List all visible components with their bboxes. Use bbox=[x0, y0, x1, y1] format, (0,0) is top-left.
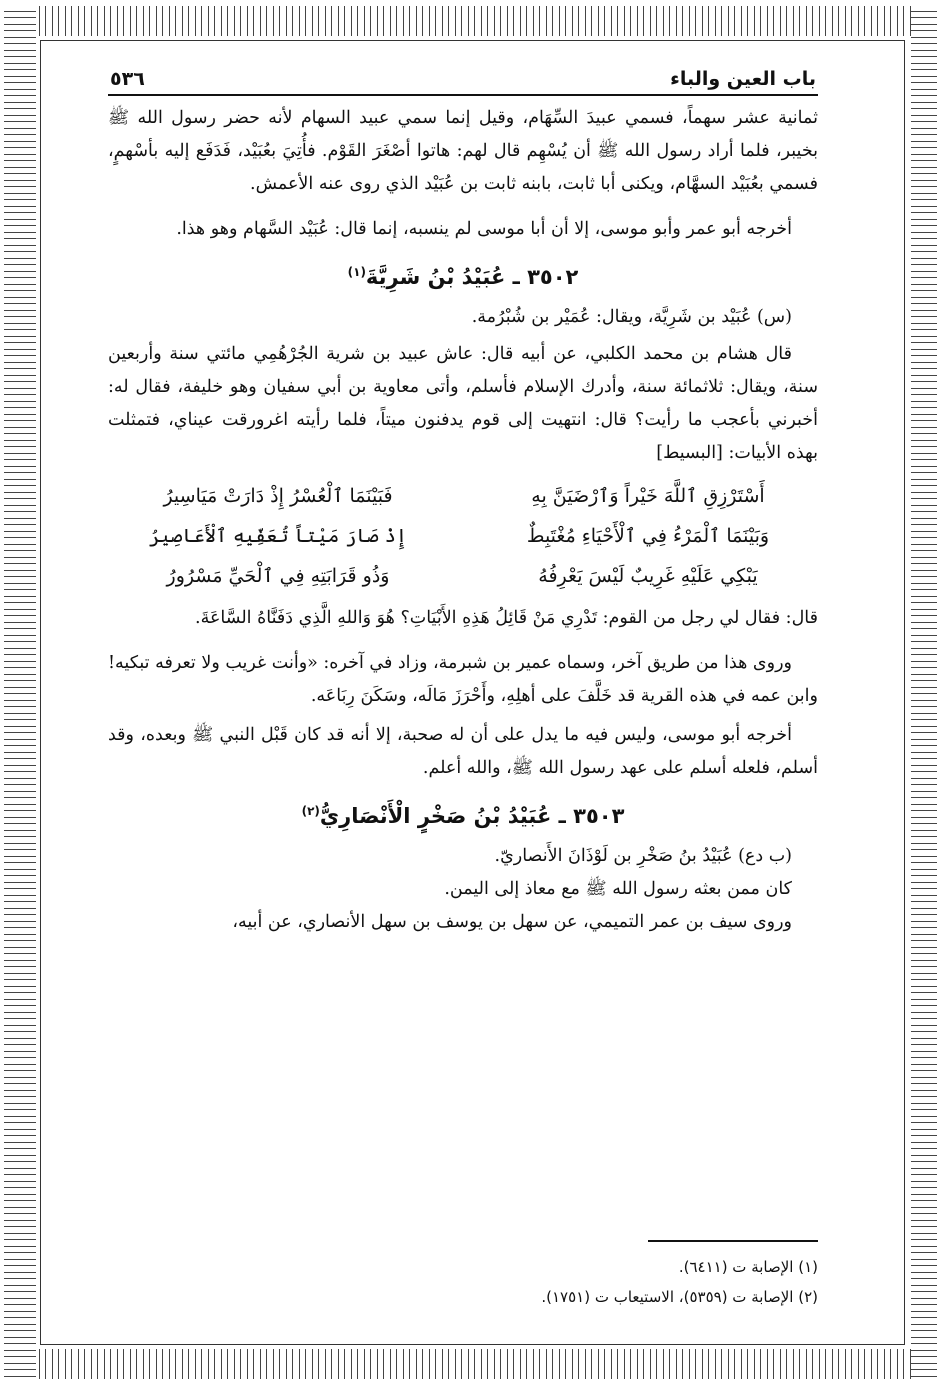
verse bbox=[108, 556, 818, 596]
entry-title bbox=[108, 252, 818, 297]
paragraph: كان ممن بعثه رسول الله ﷺ مع معاذ إلى اليمن. bbox=[444, 879, 792, 899]
entry-title-text: ٣٥٠٢ ـ عُبَيْدُ بْنُ شَرِيَّةَ bbox=[365, 265, 579, 289]
running-header bbox=[108, 60, 818, 96]
paragraph: وروى هذا من طريق آخر، وسماه عمير بن شبرمة، وزاد في آخره: «وأنت غريب ولا تعرفه تبكيه! وابن عمه في هذه القرية قد خَلَّفَ على أهلِهِ، وأَحْرَزَ مَالَه، وسَكَنَ رِبَاعَه. bbox=[108, 653, 818, 706]
paragraph: قال: فقال لي رجل من القوم: تَدْرِي مَنْ قَائِلُ هَذِهِ الأَبْيَاتِ؟ هُوَ وَاللهِ الَّذِي دَفَنَّاهُ السَّاعَةَ. bbox=[195, 608, 818, 628]
poem bbox=[108, 476, 818, 596]
decorative-border-left bbox=[4, 6, 36, 1379]
decorative-border-right bbox=[911, 6, 937, 1379]
entry-title-text: ٣٥٠٣ ـ عُبَيْدُ بْنُ صَخْرٍ الْأَنْصَارِيُّ bbox=[319, 804, 625, 828]
decorative-border-bottom bbox=[4, 1349, 937, 1379]
footnote: (١) الإصابة ت (٦٤١١). bbox=[678, 1258, 818, 1276]
paragraph: أخرجه أبو عمر وأبو موسى، إلا أن أبا موسى لم ينسبه، إنما قال: عُبَيْد السَّهام وهو هذا. bbox=[176, 219, 792, 239]
footnote: (٢) الإصابة ت (٥٣٥٩)، الاستيعاب ت (١٧٥١). bbox=[541, 1288, 818, 1306]
decorative-border-top bbox=[4, 6, 937, 36]
page-content bbox=[108, 60, 818, 1320]
paragraph: وروى سيف بن عمر التميمي، عن سهل بن يوسف بن سهل الأنصاري، عن أبيه، bbox=[232, 912, 792, 932]
verse-first-hemistich: يَبْكِي عَلَيْهِ غَرِيبٌ لَيْسَ يَعْرِفُهُ bbox=[538, 565, 758, 587]
verse-first-hemistich: أَسْتَرْزِقِ ٱللَّهَ خَيْراً وَٱرْضَيَنَّ بِهِ bbox=[531, 485, 765, 507]
footnotes bbox=[108, 1252, 818, 1312]
verse-second-hemistich: وَذُو قَرَابَتِهِ فِي ٱلْحَيِّ مَسْرُورُ bbox=[166, 565, 390, 587]
paragraph: قال هشام بن محمد الكلبي، عن أبيه قال: عاش عبيد بن شرية الجُرْهُمِي مائتي سنة وأربعين سنة، ويقال: ثلاثمائة سنة، وأدرك الإسلام فأسلم، وأتى معاوية بن أبي سفيان وهو خليفة، فقال له: أخبرني بأعجب ما رأيت؟ قال: انتهيت إلى قوم يدفنون ميتاً، فلما رأيته اغرورقت عيناي، فتمثلت بهذه الأبيات: [البسيط] bbox=[108, 344, 818, 463]
entry-title bbox=[108, 791, 818, 836]
paragraph: أخرجه أبو موسى، وليس فيه ما يدل على أن له صحبة، إلا أنه قد كان قَبْل النبي ﷺ وبعده، وقد أسلم، فلعله أسلم على عهد رسول الله ﷺ، والله أعلم. bbox=[108, 725, 818, 778]
footnote-separator-wrap bbox=[108, 1240, 818, 1242]
verse-second-hemistich: فَبَيْنَمَا ٱلْعُسْرُ إِذْ دَارَتْ مَيَاسِيرُ bbox=[163, 485, 393, 507]
paragraph: ثمانية عشر سهماً، فسمي عبيدَ السِّهَام، وقيل إنما سمي عبيد السهام لأنه حضر رسول الله ﷺ بخيبر، فلما أراد رسول الله ﷺ أن يُسْهِم قال لهم: هاتوا أصْغَرَ القَوْم. فأُتِيَ بعُبَيْد، فَدَفَع إليه بأسْهمٍ، فسمي بعُبَيْد السهَّام، ويكنى أبا ثابت، بابنه ثابت بن عُبَيْد الذي روى عنه الأعمش. bbox=[108, 108, 818, 194]
verse-second-hemistich: إِذْ صَارَ مَيْتاً تُعَفِّيهِ ٱلْأَعَاصِيرُ bbox=[149, 525, 407, 547]
verse bbox=[108, 516, 818, 556]
paragraph: (س) عُبَيْد بن شَرِيَّة، ويقال: عُمَيْر بن شُبْرُمة. bbox=[471, 307, 792, 327]
chapter-title: باب العين والباء bbox=[670, 68, 816, 90]
footnote-ref: (١) bbox=[347, 265, 366, 279]
footnote-ref: (٢) bbox=[301, 804, 320, 818]
page-number: ٥٣٦ bbox=[110, 68, 145, 90]
verse-first-hemistich: وَبَيْنَمَا ٱلْمَرْءُ فِي ٱلْأَحْيَاءِ مُغْتَبِطٌ bbox=[526, 525, 770, 547]
footnote-separator bbox=[648, 1240, 818, 1242]
paragraph: (ب دع) عُبَيْدُ بنُ صَخْرِ بن لَوْذَانَ الأَنصاريّ. bbox=[494, 846, 792, 866]
verse bbox=[108, 476, 818, 516]
